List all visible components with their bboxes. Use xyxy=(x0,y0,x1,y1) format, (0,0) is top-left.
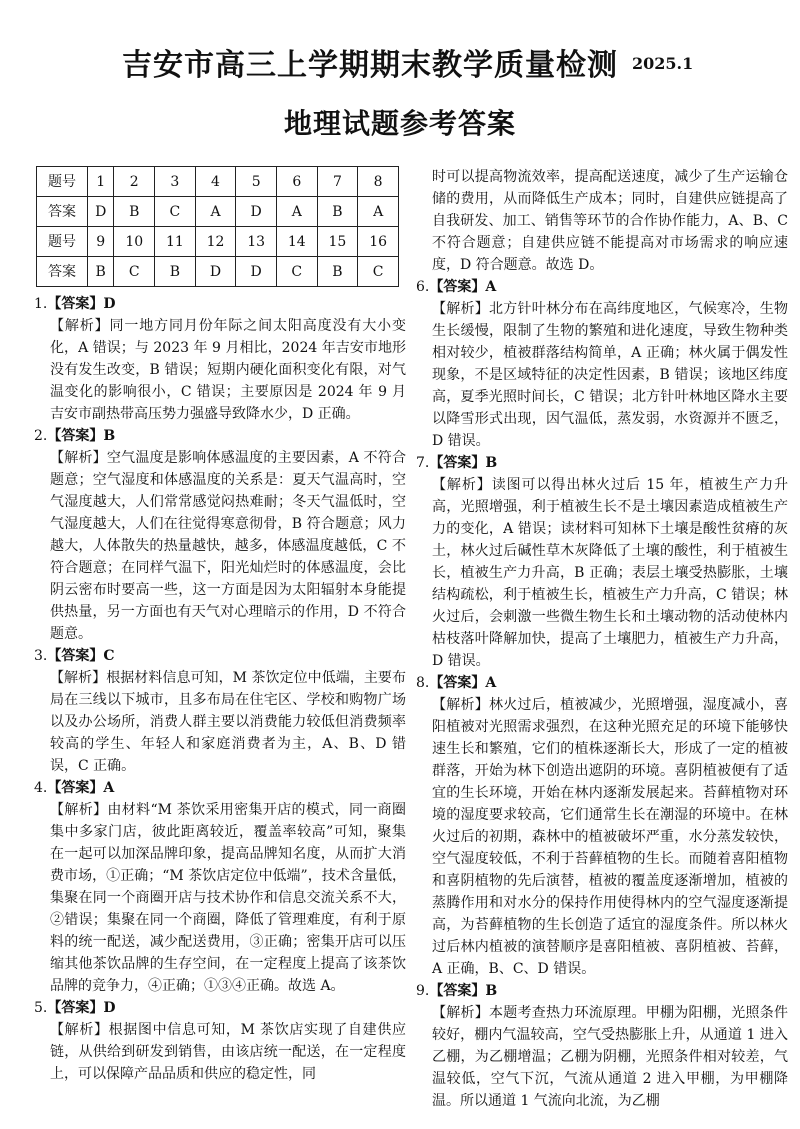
answer-label: 【答案】A xyxy=(429,675,497,691)
table-cell: D xyxy=(195,257,236,287)
question-3 xyxy=(34,645,406,777)
table-cell: 9 xyxy=(88,227,114,257)
question-1 xyxy=(34,293,406,425)
answer-label: 【答案】A xyxy=(429,279,497,295)
question-5 xyxy=(34,997,406,1085)
explanation: 【解析】林火过后，植被减少，光照增强，湿度减小，喜阳植被对光照需求强烈，在这种光照充足的环境下能够快速生长和繁殖，它们的植株逐渐长大，形成了一定的植被群落，开始为林下创造出遮阴的环境。喜阴植被便有了适宜的生长环境，开始在林内逐渐发展起来。苔藓植物对环境的湿度要求较高，它们通常生长在潮湿的环境中。在林火过后的初期，森林中的植被破坏严重，水分蒸发较快，空气湿度较低，不利于苔藓植物的生长。而随着喜阳植物和喜阴植物的先后演替，植被的覆盖度逐渐增加，植被的蒸腾作用和对水分的保持作用使得林内的空气湿度逐渐提高，为苔藓植物的生长创造了适宜的湿度条件。所以林火过后林内植被的演替顺序是喜阳植被、喜阴植被、苔藓，A 正确，B、C、D 错误。 xyxy=(432,697,788,977)
table-cell: C xyxy=(358,257,399,287)
question-number: 5. xyxy=(34,1000,48,1016)
answer-table xyxy=(36,166,399,287)
question-4 xyxy=(34,777,406,997)
question-number: 4. xyxy=(34,780,48,796)
table-cell: B xyxy=(317,197,358,227)
table-cell: 12 xyxy=(195,227,236,257)
table-cell: D xyxy=(88,197,114,227)
explanation: 【解析】空气温度是影响体感温度的主要因素，A 不符合题意；空气湿度和体感温度的关系是：夏天气温高时，空气湿度越大，人们常常感觉闷热难耐；冬天气温低时，空气湿度越大，人们在往觉得寒意彻骨，B 符合题意；风力越大，人体散失的热量越快，越多，体感温度越低，C 不符合题意；在同样气温下，阳光灿烂时的体感温度，会比阴云密布时要高一些，这一方面是因为太阳辐射本身能提供热量，另一方面也有天气对心理暗示的作用，D 不符合题意。 xyxy=(50,450,406,642)
page-subtitle: 地理试题参考答案 xyxy=(283,107,516,140)
answer-label: 【答案】D xyxy=(47,1000,116,1016)
question-number: 2. xyxy=(34,428,48,444)
table-cell: 14 xyxy=(276,227,317,257)
table-cell: B xyxy=(88,257,114,287)
explanation: 【解析】读图可以得出林火过后 15 年，植被生产力升高，光照增强，利于植被生长不是土壤因素造成植被生产力的变化，A 错误；读材料可知林下土壤是酸性贫瘠的灰土，林火过后碱性草木灰降低了土壤的酸性，利于植被生长，植被生产力升高，B 正确；表层土壤受热膨胀，土壤结构疏松，利于植被生长，植被生产力升高，C 错误；林火过后，会刺激一些微生物生长和土壤动物的活动使林内枯枝落叶降解加快，提高了土壤肥力，植被生产力升高，D 错误。 xyxy=(432,477,788,669)
table-cell: 2 xyxy=(114,167,155,197)
answer-label: 【答案】B xyxy=(429,455,498,471)
table-cell: B xyxy=(114,197,155,227)
table-cell: 13 xyxy=(236,227,277,257)
table-cell: 3 xyxy=(155,167,196,197)
table-cell: 10 xyxy=(114,227,155,257)
question-2 xyxy=(34,425,406,645)
question-7 xyxy=(416,452,788,672)
table-cell: D xyxy=(236,197,277,227)
table-cell: 7 xyxy=(317,167,358,197)
table-cell: C xyxy=(276,257,317,287)
table-cell: B xyxy=(155,257,196,287)
page-title: 吉安市高三上学期期末教学质量检测 xyxy=(122,48,618,83)
table-cell: A xyxy=(358,197,399,227)
right-column xyxy=(416,166,788,1112)
answer-label: 【答案】B xyxy=(429,983,498,999)
continuation-text: 时可以提高物流效率，提高配送速度，减少了生产运输仓储的费用，从而降低生产成本；同时，自建供应链提高了自我研发、加工、销售等环节的合作协作能力，A、B、C 不符合题意；自建供应链不能提高对市场需求的响应速度，D 符合题意。故选 D。 xyxy=(432,169,788,273)
table-cell: 16 xyxy=(358,227,399,257)
answer-label: 【答案】D xyxy=(47,296,116,312)
question-9 xyxy=(416,980,788,1112)
exam-date: 2025.1 xyxy=(632,54,694,73)
explanation: 【解析】本题考查热力环流原理。甲棚为阳棚，光照条件较好，棚内气温较高，空气受热膨胀上升，从通道 1 进入乙棚，为乙棚增温；乙棚为阴棚，光照条件相对较差，气温较低，空气下沉，气流从通道 2 进入甲棚，为甲棚降温。所以通道 1 气流向北流，为乙棚 xyxy=(432,1005,788,1109)
explanation: 【解析】由材料“M 茶饮采用密集开店的模式，同一商圈集中多家门店，彼此距离较近，覆盖率较高”可知，聚集在一起可以加深品牌印象，提高品牌知名度，从而扩大消费市场，①正确；“M 茶饮店定位中低端”，技术含量低，集聚在同一个商圈开店与技术协作和信息交流关系不大，②错误；集聚在同一个商圈，降低了管理难度，有利于原料的统一配送，减少配送费用，③正确；密集开店可以压缩其他茶饮品牌的生存空间，在一定程度上提高了该茶饮品牌的竞争力，④正确；①③④正确。故选 A。 xyxy=(50,802,406,994)
table-cell: 15 xyxy=(317,227,358,257)
table-cell: 1 xyxy=(88,167,114,197)
page-header xyxy=(0,0,800,150)
table-row-answers-2 xyxy=(37,257,399,287)
explanation: 【解析】根据图中信息可知，M 茶饮店实现了自建供应链，从供给到研发到销售，由该店统一配送，在一定程度上，可以保障产品品质和供应的稳定性，同 xyxy=(50,1022,406,1082)
table-cell: 8 xyxy=(358,167,399,197)
table-cell: 6 xyxy=(276,167,317,197)
answer-label: 【答案】C xyxy=(47,648,115,664)
answer-label: 【答案】B xyxy=(47,428,116,444)
table-cell: C xyxy=(114,257,155,287)
table-cell: A xyxy=(195,197,236,227)
table-cell: 11 xyxy=(155,227,196,257)
explanation: 【解析】根据材料信息可知，M 茶饮定位中低端，主要布局在三线以下城市，且多布局在住宅区、学校和购物广场以及办公场所，消费人群主要以消费能力较低但消费频率较高的学生、年轻人和家庭消费者为主，A、B、D 错误，C 正确。 xyxy=(50,670,406,774)
question-number: 6. xyxy=(416,279,430,295)
table-cell: C xyxy=(155,197,196,227)
question-6 xyxy=(416,276,788,452)
question-8 xyxy=(416,672,788,980)
table-row-numbers-1 xyxy=(37,167,399,197)
answer-label: 【答案】A xyxy=(47,780,115,796)
table-cell: A xyxy=(276,197,317,227)
left-column xyxy=(34,166,406,1085)
explanation: 【解析】同一地方同月份年际之间太阳高度没有大小变化，A 错误；与 2023 年 9 月相比，2024 年吉安市地形没有发生改变，B 错误；短期内硬化面积变化有限，对气温变化的影响很小，C 错误；主要原因是 2024 年 9 月吉安市副热带高压势力强盛导致降水少，D 正确。 xyxy=(50,318,406,422)
table-row-numbers-2 xyxy=(37,227,399,257)
question-number: 7. xyxy=(416,455,430,471)
table-cell: D xyxy=(236,257,277,287)
table-row-answers-1 xyxy=(37,197,399,227)
question-number: 9. xyxy=(416,983,430,999)
row-label-answer: 答案 xyxy=(37,197,88,227)
row-label-question: 题号 xyxy=(37,227,88,257)
question-number: 3. xyxy=(34,648,48,664)
table-cell: 4 xyxy=(195,167,236,197)
row-label-question: 题号 xyxy=(37,167,88,197)
explanation: 【解析】北方针叶林分布在高纬度地区，气候寒冷，生物生长缓慢，限制了生物的繁殖和进化速度，导致生物种类相对较少，植被群落结构简单，A 正确；林火属于偶发性现象，不是区域特征的决定性因素，B 错误；该地区纬度高，夏季光照时间长，C 错误；北方针叶林地区降水主要以降雪形式出现，因气温低，蒸发弱，水资源并不匮乏，D 错误。 xyxy=(432,301,788,449)
table-cell: B xyxy=(317,257,358,287)
table-cell: 5 xyxy=(236,167,277,197)
question-number: 1. xyxy=(34,296,48,312)
question-number: 8. xyxy=(416,675,430,691)
row-label-answer: 答案 xyxy=(37,257,88,287)
